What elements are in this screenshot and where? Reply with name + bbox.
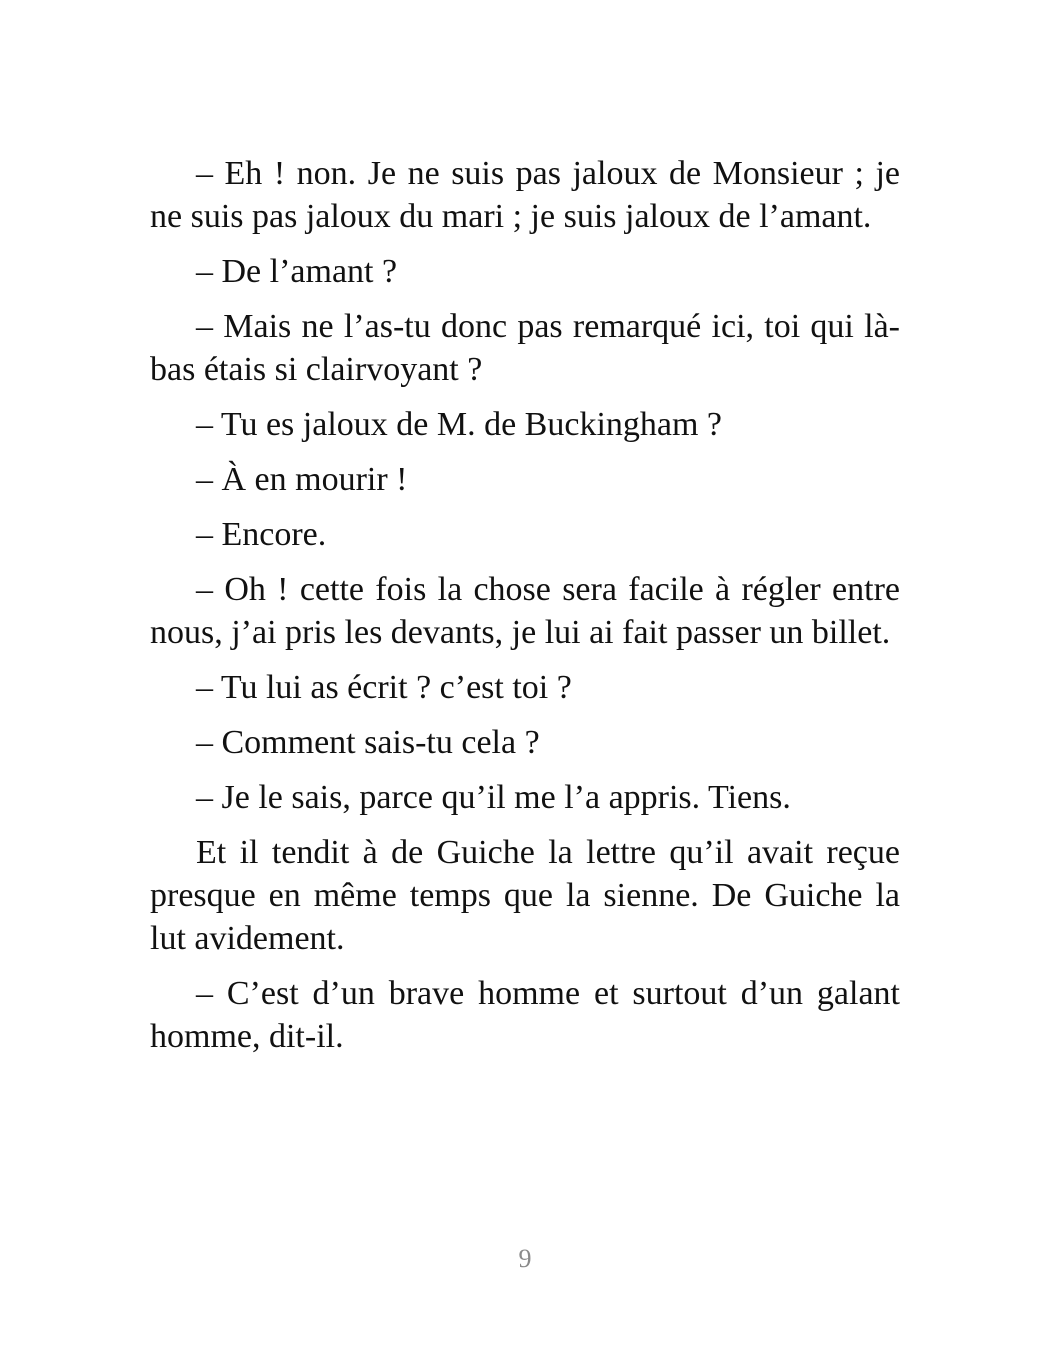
- paragraph: – Comment sais-tu cela ?: [196, 724, 540, 761]
- paragraph: – De l’amant ?: [196, 253, 398, 290]
- paragraph: – À en mourir !: [196, 461, 408, 498]
- paragraph: – Je le sais, parce qu’il me l’a appris. Tiens.: [196, 779, 791, 816]
- paragraph: – Tu lui as écrit ? c’est toi ?: [196, 669, 572, 706]
- paragraph: – Mais ne l’as-tu donc pas remarqué ici, toi qui là-bas étais si clairvoyant ?: [150, 308, 900, 388]
- paragraph: – Eh ! non. Je ne suis pas jaloux de Monsieur ; je ne suis pas jaloux du mari ; je suis jaloux de l’amant.: [150, 155, 900, 235]
- paragraph: Et il tendit à de Guiche la lettre qu’il avait reçue presque en même temps que la sienne. De Guiche la lut avidement.: [150, 834, 900, 957]
- paragraph: – Tu es jaloux de M. de Buckingham ?: [196, 406, 723, 443]
- page-body: [150, 152, 900, 1070]
- paragraph: – Oh ! cette fois la chose sera facile à régler entre nous, j’ai pris les devants, je lui ai fait passer un billet.: [150, 571, 900, 651]
- page-number: 9: [518, 1244, 532, 1273]
- paragraph: – C’est d’un brave homme et surtout d’un galant homme, dit-il.: [150, 975, 900, 1055]
- paragraph: – Encore.: [196, 516, 327, 553]
